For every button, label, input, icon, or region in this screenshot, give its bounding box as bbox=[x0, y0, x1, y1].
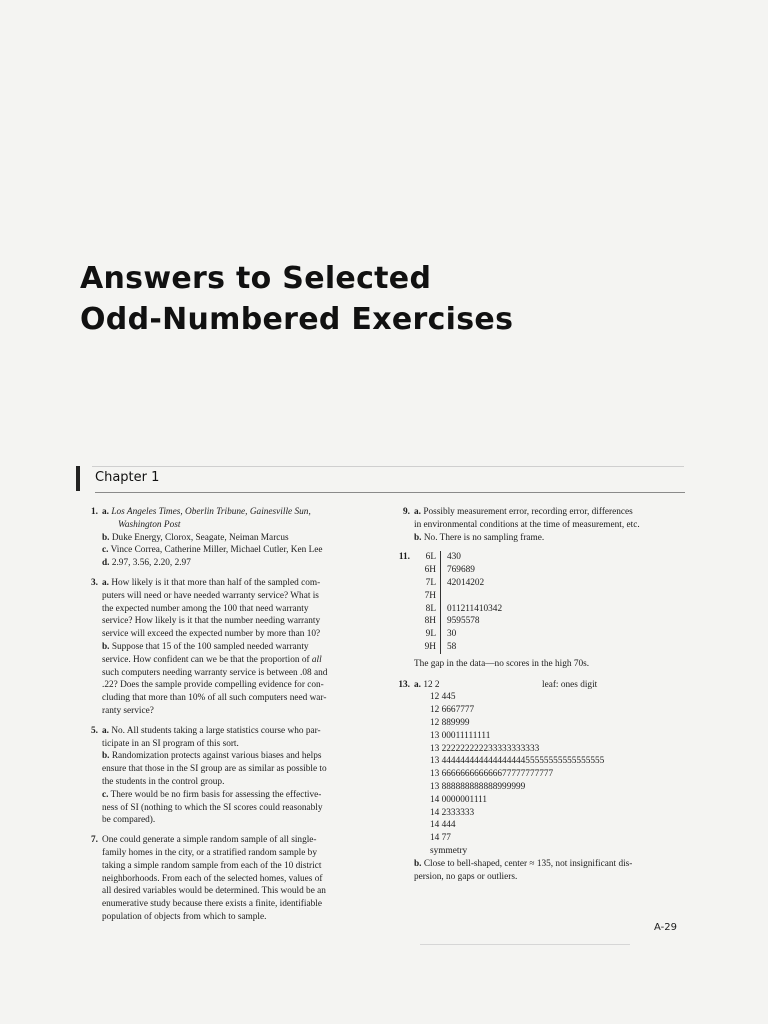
answer-number: 5. bbox=[91, 725, 98, 736]
stem-leaf-row bbox=[414, 577, 502, 590]
page-title bbox=[80, 258, 513, 340]
leaf-cell: 9595578 bbox=[447, 616, 480, 627]
answer-text: The gap in the data—no scores in the high 70s. bbox=[414, 658, 590, 669]
part-label: a. bbox=[102, 507, 109, 517]
stem-leaf-row: 13 222222222233333333333 bbox=[430, 743, 540, 754]
answer-number: 1. bbox=[91, 507, 98, 517]
answer-text: service. How confident can we be that the proportion of bbox=[102, 654, 310, 665]
stem-leaf-row: 14 77 bbox=[430, 833, 451, 844]
answer-text: in environmental conditions at the time of measurement, etc. bbox=[414, 519, 640, 530]
answer-text: Los Angeles Times, Oberlin Tribune, Gainesville Sun, bbox=[111, 507, 311, 517]
answer-text: service will exceed the expected number by more than 10? bbox=[102, 629, 321, 640]
chapter-heading: Chapter 1 bbox=[95, 470, 160, 485]
leaf-cell: 58 bbox=[447, 641, 457, 652]
stem-leaf-row: 12 2 bbox=[423, 679, 440, 690]
leaf-cell: 42014202 bbox=[447, 577, 485, 588]
answer-text: ness of SI (nothing to which the SI scores could reasonably bbox=[102, 802, 323, 813]
title-line-2: Odd-Numbered Exercises bbox=[80, 302, 514, 337]
answer-number: 9. bbox=[403, 507, 410, 517]
stem-leaf-row bbox=[414, 603, 502, 616]
answer-text-emphasis: all bbox=[311, 654, 322, 665]
part-label: b. bbox=[102, 751, 110, 762]
part-label: c. bbox=[102, 789, 109, 800]
part-label: a. bbox=[102, 577, 109, 588]
answer-number: 13. bbox=[398, 679, 410, 690]
answer-text: No. There is no sampling frame. bbox=[423, 532, 545, 543]
leaf-cell bbox=[441, 590, 503, 603]
answer-text: taking a simple random sample from each of the 10 district bbox=[102, 860, 322, 871]
answer-text: Possibly measurement error, recording error, differences bbox=[423, 507, 633, 517]
stem-leaf-row: 12 6667777 bbox=[430, 705, 475, 716]
answer-text: persion, no gaps or outliers. bbox=[414, 871, 518, 882]
chapter-rule bbox=[95, 492, 685, 493]
part-label: a. bbox=[414, 679, 421, 690]
answer-text: puters will need or have needed warranty service? What is bbox=[102, 590, 319, 601]
answer-3 bbox=[82, 577, 378, 718]
part-label: a. bbox=[102, 725, 109, 736]
stem-cell: 6L bbox=[414, 551, 441, 564]
answer-text: be compared). bbox=[102, 815, 156, 826]
chapter-marker-bar bbox=[76, 466, 80, 491]
answer-text: 2.97, 3.56, 2.20, 2.97 bbox=[111, 558, 191, 569]
answer-1 bbox=[82, 506, 378, 570]
answer-text: symmetry bbox=[430, 845, 468, 856]
part-label: b. bbox=[102, 532, 110, 543]
answer-text: population of objects from which to sample. bbox=[102, 911, 267, 922]
answer-text: such computers needing warranty service is between .08 and bbox=[102, 667, 328, 678]
answer-text: Duke Energy, Clorox, Seagate, Neiman Marcus bbox=[111, 532, 289, 543]
answer-text: No. All students taking a large statistics course who par- bbox=[111, 725, 321, 736]
bottom-rule bbox=[420, 944, 630, 945]
stem-cell: 9L bbox=[414, 628, 441, 641]
answer-text: the expected number among the 100 that need warranty bbox=[102, 603, 309, 614]
answer-number: 11. bbox=[398, 552, 410, 563]
stem-leaf-row bbox=[414, 551, 502, 564]
answer-text: ranty service? bbox=[102, 705, 154, 716]
answer-text: One could generate a simple random sample of all single- bbox=[102, 835, 317, 846]
answer-text: ensure that those in the SI group are as similar as possible to bbox=[102, 764, 327, 775]
answer-13 bbox=[394, 679, 692, 884]
leaf-cell: 769689 bbox=[447, 565, 475, 576]
stem-leaf-display bbox=[414, 691, 692, 845]
leaf-cell: 011211410342 bbox=[447, 603, 503, 614]
stem-cell: 7H bbox=[414, 590, 441, 603]
stem-leaf-row: 14 444 bbox=[430, 820, 456, 831]
stem-leaf-row: 13 666666666666677777777777 bbox=[430, 769, 554, 780]
answer-text: Randomization protects against various biases and helps bbox=[111, 751, 322, 762]
answer-7 bbox=[82, 834, 378, 924]
stem-leaf-row bbox=[414, 564, 502, 577]
stem-leaf-row bbox=[414, 641, 502, 654]
answer-text: family homes in the city, or a stratified random sample by bbox=[102, 847, 317, 858]
part-label: b. bbox=[102, 641, 110, 652]
part-label: b. bbox=[414, 532, 422, 543]
answer-text: service? How likely is it that the number needing warranty bbox=[102, 616, 321, 627]
answer-11 bbox=[394, 551, 692, 653]
answer-text: How likely is it that more than half of the sampled com- bbox=[111, 577, 321, 588]
answer-text: neighborhoods. From each of the selected homes, values of bbox=[102, 873, 323, 884]
answer-text: Vince Correa, Catherine Miller, Michael Cutler, Ken Lee bbox=[110, 545, 323, 556]
part-label: a. bbox=[414, 507, 421, 517]
stem-leaf-row bbox=[414, 590, 502, 603]
leaf-note: leaf: ones digit bbox=[542, 679, 598, 690]
answer-text: cluding that more than 10% of all such computers need war- bbox=[102, 693, 327, 704]
answer-number: 7. bbox=[91, 835, 98, 846]
stem-leaf-row: 13 44444444444444444455555555555555555 bbox=[430, 756, 605, 767]
stem-cell: 8L bbox=[414, 603, 441, 616]
answer-number: 3. bbox=[91, 577, 98, 588]
top-rule bbox=[92, 466, 684, 467]
stem-cell: 6H bbox=[414, 564, 441, 577]
stem-cell: 9H bbox=[414, 641, 441, 654]
stem-leaf-row: 12 445 bbox=[430, 692, 456, 703]
answer-text: There would be no firm basis for assessing the effective- bbox=[110, 789, 322, 800]
stem-leaf-display bbox=[414, 551, 502, 653]
answer-text: all desired variables would be determined. This would be an bbox=[102, 886, 326, 897]
answer-text: ticipate in an SI program of this sort. bbox=[102, 738, 239, 749]
answer-text: .22? Does the sample provide compelling evidence for con- bbox=[102, 680, 324, 691]
part-label: d. bbox=[102, 558, 110, 569]
page-number: A-29 bbox=[654, 922, 677, 933]
stem-leaf-row: 13 888888888888999999 bbox=[430, 781, 526, 792]
title-line-1: Answers to Selected bbox=[80, 261, 432, 296]
answer-text: enumerative study because there exists a finite, identifiable bbox=[102, 899, 322, 910]
right-column bbox=[394, 506, 692, 890]
answer-9 bbox=[394, 506, 692, 544]
leaf-cell: 430 bbox=[447, 552, 461, 563]
stem-leaf-row: 14 2333333 bbox=[430, 807, 475, 818]
stem-cell: 8H bbox=[414, 615, 441, 628]
answer-text: Suppose that 15 of the 100 sampled needed warranty bbox=[111, 641, 309, 652]
answer-text: the students in the control group. bbox=[102, 776, 225, 787]
part-label: c. bbox=[102, 545, 109, 556]
stem-leaf-row: 12 889999 bbox=[430, 717, 470, 728]
stem-leaf-row bbox=[414, 615, 502, 628]
stem-cell: 7L bbox=[414, 577, 441, 590]
left-column bbox=[82, 506, 378, 931]
stem-leaf-row: 14 0000001111 bbox=[430, 794, 488, 805]
answer-text: Close to bell-shaped, center ≈ 135, not insignificant dis- bbox=[423, 858, 633, 869]
answer-5 bbox=[82, 725, 378, 827]
stem-leaf-row bbox=[414, 628, 502, 641]
leaf-cell: 30 bbox=[447, 629, 457, 640]
stem-leaf-row: 13 00011111111 bbox=[430, 730, 491, 741]
part-label: b. bbox=[414, 858, 422, 869]
answer-text: Washington Post bbox=[118, 519, 181, 530]
